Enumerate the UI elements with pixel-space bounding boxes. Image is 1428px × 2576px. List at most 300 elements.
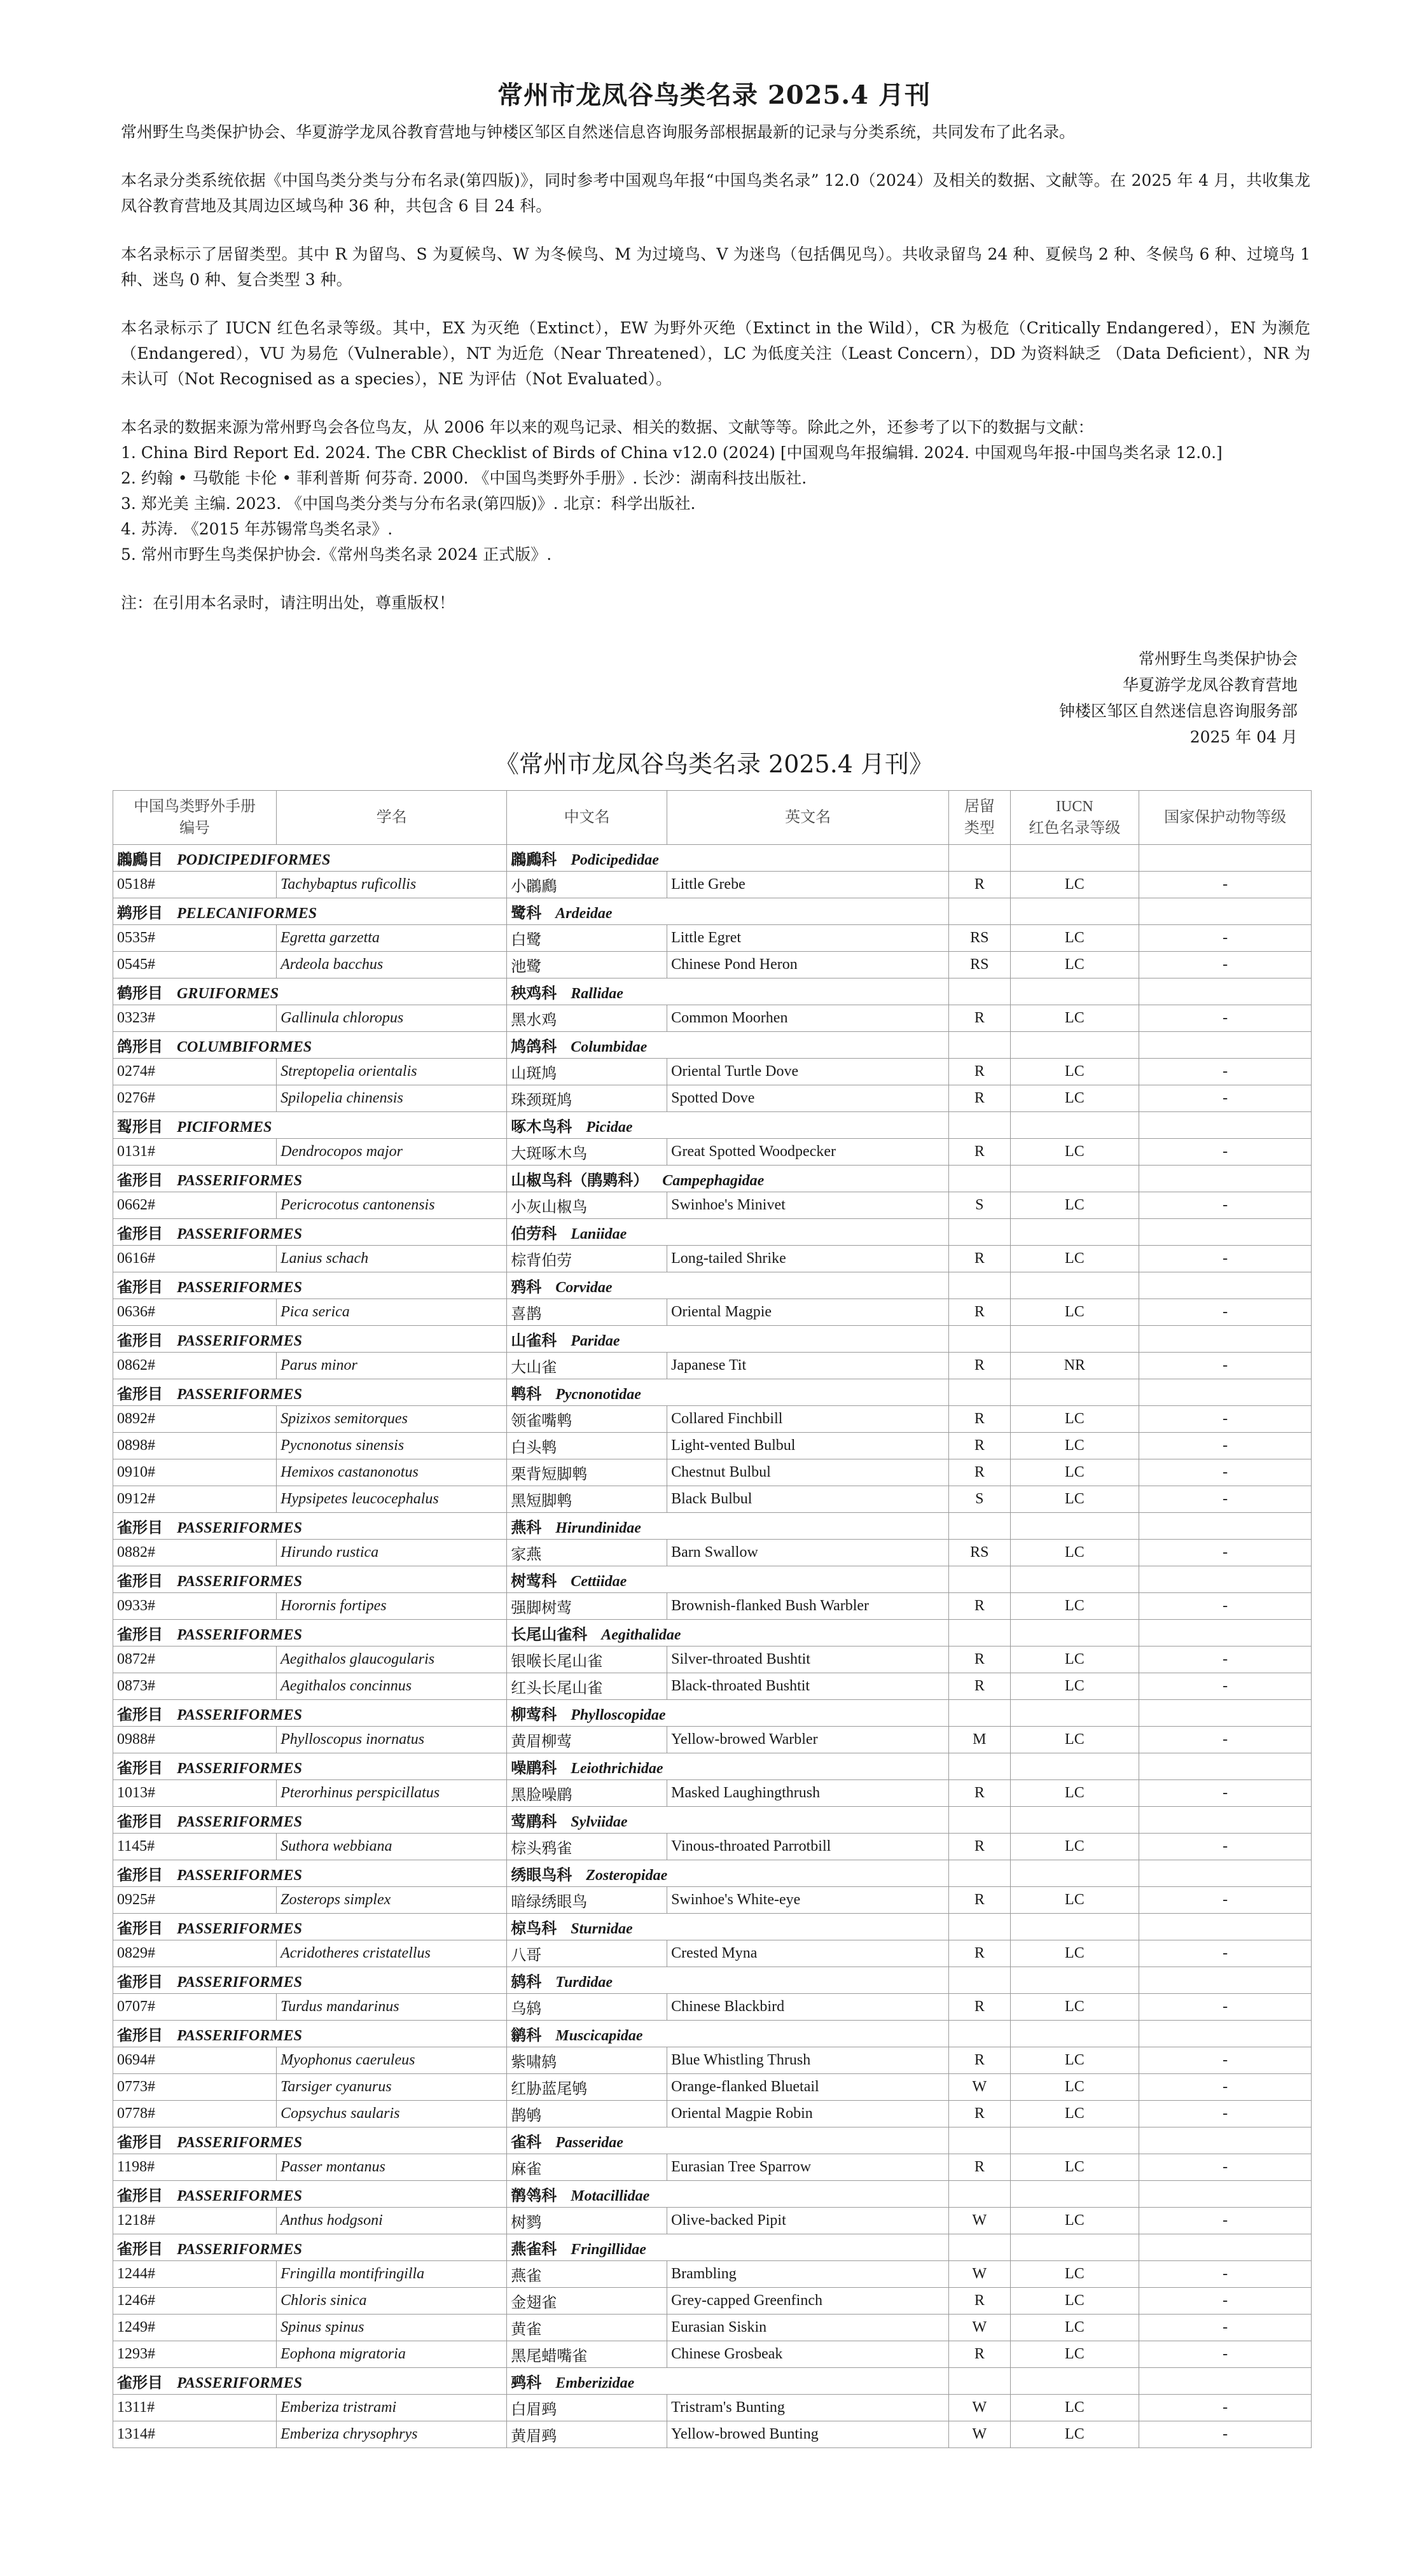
scientific-name: Chloris sinica [277,2288,507,2315]
species-row [113,1834,1312,1860]
residency-type: R [949,1433,1011,1459]
order-cell [113,2181,507,2208]
iucn-status: LC [1010,872,1139,898]
species-row [113,2341,1312,2368]
bird-checklist-table [113,790,1312,2448]
residency-type: R [949,1059,1011,1085]
family-cell [507,1807,949,1834]
species-row [113,2047,1312,2074]
family-cell [507,898,949,925]
family-cell [507,1166,949,1192]
iucn-status: LC [1010,1085,1139,1112]
order-cell [113,898,507,925]
scientific-name: Tachybaptus ruficollis [277,872,507,898]
chinese-name: 珠颈斑鸠 [507,1085,667,1112]
english-name: Eurasian Tree Sparrow [667,2154,949,2181]
english-name: Grey-capped Greenfinch [667,2288,949,2315]
order-chinese-name: 雀形目 [117,2188,163,2204]
english-name: Blue Whistling Thrush [667,2047,949,2074]
species-row [113,1353,1312,1379]
family-latin-name: Phylloscopidae [571,1707,666,1723]
english-name: Barn Swallow [667,1540,949,1566]
order-latin-name: PASSERIFORMES [177,1520,302,1536]
intro-paragraph: 本名录标示了居留类型。其中 R 为留鸟、S 为夏候鸟、W 为冬候鸟、M 为过境鸟、V 为迷鸟（包括偶见鸟）。共收录留鸟 24 种、夏候鸟 2 种、冬候鸟 6 种、过境鸟 1 种、迷鸟 0 种、复合类型 3 种。 [121,245,1310,289]
signature-line: 华夏游学龙凤谷教育营地 [1122,676,1298,694]
scientific-name: Aegithalos glaucogularis [277,1647,507,1673]
protection-level: - [1139,1940,1312,1967]
order-chinese-name: 鸽形目 [117,1039,163,1055]
species-row [113,952,1312,978]
order-chinese-name: 鹤形目 [117,985,163,1002]
iucn-status: LC [1010,2421,1139,2448]
iucn-status: LC [1010,1059,1139,1085]
species-row [113,1540,1312,1566]
chinese-name: 棕背伯劳 [507,1246,667,1272]
family-chinese-name: 鹡鸰科 [511,2188,557,2204]
english-name: Masked Laughingthrush [667,1780,949,1807]
protection-level: - [1139,1406,1312,1433]
field-guide-number: 0773# [113,2074,277,2101]
order-cell [113,1219,507,1246]
field-guide-number: 0898# [113,1433,277,1459]
species-row [113,1780,1312,1807]
order-chinese-name: 雀形目 [117,1867,163,1884]
scientific-name: Hemixos castanonotus [277,1459,507,1486]
chinese-name: 小灰山椒鸟 [507,1192,667,1219]
field-guide-number: 1198# [113,2154,277,2181]
species-row [113,2315,1312,2341]
order-cell [113,2127,507,2154]
residency-type: R [949,872,1011,898]
english-name: Swinhoe's Minivet [667,1192,949,1219]
chinese-name: 喜鹊 [507,1299,667,1326]
species-row [113,872,1312,898]
scientific-name: Hirundo rustica [277,1540,507,1566]
family-chinese-name: 啄木鸟科 [511,1119,572,1136]
scientific-name: Zosterops simplex [277,1887,507,1914]
order-cell [113,1566,507,1593]
reference-item: 3. 郑光美 主编. 2023. 《中国鸟类分类与分布名录(第四版)》. 北京：科学出版社. [121,494,696,513]
document-title: 常州市龙凤谷鸟类名录 2025.4 月刊 [497,80,931,110]
order-latin-name: PASSERIFORMES [177,2028,302,2044]
field-guide-number: 0910# [113,1459,277,1486]
protection-level: - [1139,2341,1312,2368]
order-latin-name: PASSERIFORMES [177,1814,302,1830]
species-row [113,2421,1312,2448]
protection-level: - [1139,1486,1312,1513]
order-cell [113,1513,507,1540]
taxon-group-row [113,1326,1312,1353]
residency-type: R [949,2341,1011,2368]
family-cell [507,1860,949,1887]
chinese-name: 栗背短脚鹎 [507,1459,667,1486]
order-latin-name: PASSERIFORMES [177,2134,302,2151]
scientific-name: Horornis fortipes [277,1593,507,1620]
family-chinese-name: 秧鸡科 [511,985,557,1002]
english-name: Japanese Tit [667,1353,949,1379]
family-chinese-name: 燕雀科 [511,2241,557,2258]
family-chinese-name: 燕科 [511,1520,542,1536]
chinese-name: 鹊鸲 [507,2101,667,2127]
residency-type: W [949,2421,1011,2448]
field-guide-number: 0862# [113,1353,277,1379]
field-guide-number: 0694# [113,2047,277,2074]
reference-item: 1. China Bird Report Ed. 2024. The CBR Checklist of Birds of China v12.0 (2024) [中国观鸟年报编辑. 2024. 中国观鸟年报-中国鸟类名录 12.0.] [121,443,1223,462]
field-guide-number: 1218# [113,2208,277,2234]
chinese-name: 燕雀 [507,2261,667,2288]
header-residency-type: 居留 类型 [949,791,1011,845]
species-row [113,1486,1312,1513]
family-latin-name: Cettiidae [571,1573,627,1590]
intro-paragraph: 本名录标示了 IUCN 红色名录等级。其中，EX 为灭绝（Extinct），EW 为野外灭绝（Extinct in the Wild），CR 为极危（Critically Endangered），EN 为濒危（Endangered），VU 为易危（Vulnerable），NT 为近危（Near Threatened），LC 为低度关注（Least Concern），DD 为资料缺乏 （Data Deficient），NR 为未认可（Not Recognised as a species），NE 为评估（Not Evaluated）。 [121,319,1310,388]
chinese-name: 大斑啄木鸟 [507,1139,667,1166]
intro-paragraph: 本名录分类系统依据《中国鸟类分类与分布名录(第四版)》，同时参考中国观鸟年报“中国鸟类名录” 12.0（2024）及相关的数据、文献等。在 2025 年 4 月，共收集龙凤谷教育营地及其周边区域鸟种 36 种，共包含 6 目 24 科。 [121,171,1310,215]
residency-type: S [949,1486,1011,1513]
protection-level: - [1139,1299,1312,1326]
iucn-status: LC [1010,1486,1139,1513]
residency-type: R [949,1459,1011,1486]
residency-type: RS [949,952,1011,978]
english-name: Great Spotted Woodpecker [667,1139,949,1166]
iucn-status: LC [1010,2315,1139,2341]
order-chinese-name: 雀形目 [117,1974,163,1991]
protection-level: - [1139,1433,1312,1459]
iucn-status: LC [1010,2208,1139,2234]
taxon-group-row [113,1513,1312,1540]
protection-level: - [1139,1005,1312,1032]
scientific-name: Egretta garzetta [277,925,507,952]
iucn-status: LC [1010,1540,1139,1566]
english-name: Eurasian Siskin [667,2315,949,2341]
family-latin-name: Muscicapidae [555,2028,643,2044]
order-latin-name: PASSERIFORMES [177,1974,302,1991]
residency-type: R [949,1005,1011,1032]
residency-type: R [949,1887,1011,1914]
taxon-group-row [113,845,1312,872]
order-latin-name: PASSERIFORMES [177,1627,302,1643]
family-latin-name: Turdidae [555,1974,613,1991]
signature-line: 钟楼区邹区自然迷信息咨询服务部 [1058,702,1298,720]
chinese-name: 紫啸鸫 [507,2047,667,2074]
field-guide-number: 0274# [113,1059,277,1085]
english-name: Swinhoe's White-eye [667,1887,949,1914]
scientific-name: Tarsiger cyanurus [277,2074,507,2101]
taxon-group-row [113,2181,1312,2208]
scientific-name: Acridotheres cristatellus [277,1940,507,1967]
species-row [113,2288,1312,2315]
residency-type: W [949,2395,1011,2421]
family-latin-name: Rallidae [571,985,623,1002]
family-chinese-name: 鹟科 [511,2028,542,2044]
order-chinese-name: 雀形目 [117,1573,163,1590]
english-name: Tristram's Bunting [667,2395,949,2421]
chinese-name: 黄眉柳莺 [507,1727,667,1753]
scientific-name: Copsychus saularis [277,2101,507,2127]
order-chinese-name: 雀形目 [117,1226,163,1243]
order-chinese-name: 䴕形目 [117,1119,163,1136]
taxon-group-row [113,1860,1312,1887]
order-cell [113,1379,507,1406]
scientific-name: Parus minor [277,1353,507,1379]
order-cell [113,1272,507,1299]
family-latin-name: Emberizidae [555,2375,635,2392]
table-title: 《常州市龙凤谷鸟类名录 2025.4 月刊》 [494,750,934,778]
scientific-name: Spizixos semitorques [277,1406,507,1433]
field-guide-number: 1311# [113,2395,277,2421]
order-chinese-name: 雀形目 [117,1333,163,1349]
protection-level: - [1139,2074,1312,2101]
taxon-group-row [113,1967,1312,1994]
family-latin-name: Paridae [571,1333,620,1349]
taxon-group-row [113,1700,1312,1727]
order-cell [113,1753,507,1780]
english-name: Yellow-browed Bunting [667,2421,949,2448]
iucn-status: LC [1010,1647,1139,1673]
iucn-status: LC [1010,2341,1139,2368]
order-chinese-name: 雀形目 [117,1760,163,1777]
iucn-status: LC [1010,1593,1139,1620]
order-latin-name: GRUIFORMES [177,985,279,1002]
field-guide-number: 0276# [113,1085,277,1112]
species-row [113,1433,1312,1459]
taxon-group-row [113,1620,1312,1647]
residency-type: R [949,1780,1011,1807]
protection-level: - [1139,1459,1312,1486]
taxon-group-row [113,1112,1312,1139]
copyright-note: 注：在引用本名录时，请注明出处，尊重版权！ [121,594,455,612]
residency-type: R [949,1139,1011,1166]
species-row [113,1940,1312,1967]
protection-level: - [1139,1727,1312,1753]
english-name: Olive-backed Pipit [667,2208,949,2234]
intro-paragraph: 本名录的数据来源为常州野鸟会各位鸟友，从 2006 年以来的观鸟记录、相关的数据、文献等等。除此之外，还参考了以下的数据与文献： [121,418,1094,436]
table-body [113,845,1312,2448]
scientific-name: Phylloscopus inornatus [277,1727,507,1753]
field-guide-number: 1244# [113,2261,277,2288]
english-name: Little Grebe [667,872,949,898]
chinese-name: 池鹭 [507,952,667,978]
family-cell [507,1272,949,1299]
english-name: Vinous-throated Parrotbill [667,1834,949,1860]
header-field-guide-number: 中国鸟类野外手册 编号 [113,791,277,845]
scientific-name: Passer montanus [277,2154,507,2181]
chinese-name: 金翅雀 [507,2288,667,2315]
chinese-name: 小鸊鷉 [507,872,667,898]
protection-level: - [1139,2421,1312,2448]
family-chinese-name: 椋鸟科 [511,1921,557,1937]
protection-level: - [1139,1593,1312,1620]
order-latin-name: PASSERIFORMES [177,1333,302,1349]
intro-paragraph: 常州野生鸟类保护协会、华夏游学龙凤谷教育营地与钟楼区邹区自然迷信息咨询服务部根据最新的记录与分类系统，共同发布了此名录。 [121,123,1076,141]
english-name: Yellow-browed Warbler [667,1727,949,1753]
protection-level: - [1139,1059,1312,1085]
chinese-name: 领雀嘴鹎 [507,1406,667,1433]
residency-type: R [949,1994,1011,2021]
family-latin-name: Sylviidae [571,1814,628,1830]
scientific-name: Spilopelia chinensis [277,1085,507,1112]
order-latin-name: PASSERIFORMES [177,2241,302,2258]
protection-level: - [1139,2208,1312,2234]
chinese-name: 黑尾蜡嘴雀 [507,2341,667,2368]
protection-level: - [1139,1139,1312,1166]
scientific-name: Gallinula chloropus [277,1005,507,1032]
scientific-name: Pycnonotus sinensis [277,1433,507,1459]
order-chinese-name: 雀形目 [117,1386,163,1403]
protection-level: - [1139,1246,1312,1272]
field-guide-number: 1249# [113,2315,277,2341]
family-cell [507,1219,949,1246]
order-cell [113,2021,507,2047]
chinese-name: 白鹭 [507,925,667,952]
protection-level: - [1139,1085,1312,1112]
species-row [113,1673,1312,1700]
order-latin-name: PASSERIFORMES [177,1921,302,1937]
residency-type: R [949,1353,1011,1379]
family-cell [507,1326,949,1353]
order-cell [113,845,507,872]
residency-type: RS [949,1540,1011,1566]
family-chinese-name: 鸊鷉科 [511,852,557,868]
taxon-group-row [113,2234,1312,2261]
family-latin-name: Pycnonotidae [555,1386,641,1403]
family-chinese-name: 鸦科 [511,1279,542,1296]
order-latin-name: PASSERIFORMES [177,1760,302,1777]
taxon-group-row [113,1272,1312,1299]
chinese-name: 黑脸噪鹛 [507,1780,667,1807]
field-guide-number: 0545# [113,952,277,978]
family-chinese-name: 树莺科 [511,1573,557,1590]
chinese-name: 树鹨 [507,2208,667,2234]
iucn-status: NR [1010,1353,1139,1379]
field-guide-number: 1314# [113,2421,277,2448]
protection-level: - [1139,1994,1312,2021]
order-chinese-name: 雀形目 [117,1520,163,1536]
order-chinese-name: 鹈形目 [117,905,163,922]
order-chinese-name: 雀形目 [117,2028,163,2044]
scientific-name: Aegithalos concinnus [277,1673,507,1700]
family-cell [507,1566,949,1593]
chinese-name: 家燕 [507,1540,667,1566]
chinese-name: 红胁蓝尾鸲 [507,2074,667,2101]
chinese-name: 乌鸫 [507,1994,667,2021]
family-chinese-name: 噪鹛科 [511,1760,557,1777]
family-chinese-name: 绣眼鸟科 [511,1867,572,1884]
iucn-status: LC [1010,2101,1139,2127]
family-latin-name: Ardeidae [555,905,613,922]
family-chinese-name: 莺鹛科 [511,1814,557,1830]
family-cell [507,1513,949,1540]
species-row [113,1246,1312,1272]
field-guide-number: 0873# [113,1673,277,1700]
order-chinese-name: 雀形目 [117,2241,163,2258]
field-guide-number: 1293# [113,2341,277,2368]
order-latin-name: PASSERIFORMES [177,1867,302,1884]
order-latin-name: PASSERIFORMES [177,1573,302,1590]
protection-level: - [1139,2261,1312,2288]
family-chinese-name: 鹭科 [511,905,542,922]
taxon-group-row [113,2021,1312,2047]
field-guide-number: 0892# [113,1406,277,1433]
signature-block [1059,646,1298,750]
residency-type: RS [949,925,1011,952]
introduction [121,120,1310,616]
scientific-name: Dendrocopos major [277,1139,507,1166]
taxon-group-row [113,1566,1312,1593]
family-chinese-name: 山椒鸟科（鹃䴗科） [511,1173,649,1189]
residency-type: R [949,2154,1011,2181]
family-cell [507,2021,949,2047]
scientific-name: Pericrocotus cantonensis [277,1192,507,1219]
protection-level: - [1139,952,1312,978]
residency-type: R [949,1406,1011,1433]
reference-item: 2. 约翰 • 马敬能 卡伦 • 菲利普斯 何芬奇. 2000. 《中国鸟类野外手册》. 长沙：湖南科技出版社. [121,469,807,487]
english-name: Orange-flanked Bluetail [667,2074,949,2101]
field-guide-number: 0925# [113,1887,277,1914]
family-chinese-name: 鸫科 [511,1974,542,1991]
iucn-status: LC [1010,1834,1139,1860]
chinese-name: 八哥 [507,1940,667,1967]
family-cell [507,2181,949,2208]
field-guide-number: 0518# [113,872,277,898]
order-cell [113,1914,507,1940]
order-chinese-name: 雀形目 [117,1173,163,1189]
order-cell [113,2368,507,2395]
species-row [113,2395,1312,2421]
residency-type: R [949,1647,1011,1673]
residency-type: R [949,1593,1011,1620]
taxon-group-row [113,1166,1312,1192]
english-name: Light-vented Bulbul [667,1433,949,1459]
family-chinese-name: 雀科 [511,2134,542,2151]
species-row [113,1593,1312,1620]
species-row [113,1994,1312,2021]
english-name: Little Egret [667,925,949,952]
protection-level: - [1139,925,1312,952]
residency-type: W [949,2208,1011,2234]
scientific-name: Pterorhinus perspicillatus [277,1780,507,1807]
reference-item: 4. 苏涛. 《2015 年苏锡常鸟类名录》. [121,520,393,538]
family-chinese-name: 长尾山雀科 [511,1627,588,1643]
order-latin-name: PASSERIFORMES [177,2188,302,2204]
english-name: Chestnut Bulbul [667,1459,949,1486]
field-guide-number: 0616# [113,1246,277,1272]
signature-line: 常州野生鸟类保护协会 [1138,650,1298,668]
order-cell [113,2234,507,2261]
iucn-status: LC [1010,1887,1139,1914]
field-guide-number: 0872# [113,1647,277,1673]
species-row [113,1299,1312,1326]
field-guide-number: 0323# [113,1005,277,1032]
english-name: Brambling [667,2261,949,2288]
protection-level: - [1139,1647,1312,1673]
iucn-status: LC [1010,952,1139,978]
scientific-name: Ardeola bacchus [277,952,507,978]
chinese-name: 白眉鹀 [507,2395,667,2421]
family-latin-name: Passeridae [555,2134,623,2151]
residency-type: R [949,1834,1011,1860]
chinese-name: 强脚树莺 [507,1593,667,1620]
iucn-status: LC [1010,1433,1139,1459]
iucn-status: LC [1010,1139,1139,1166]
iucn-status: LC [1010,925,1139,952]
family-latin-name: Aegithalidae [601,1627,681,1643]
iucn-status: LC [1010,2395,1139,2421]
residency-type: M [949,1727,1011,1753]
iucn-status: LC [1010,1246,1139,1272]
species-row [113,1192,1312,1219]
order-cell [113,1326,507,1353]
order-latin-name: COLUMBIFORMES [177,1039,312,1055]
